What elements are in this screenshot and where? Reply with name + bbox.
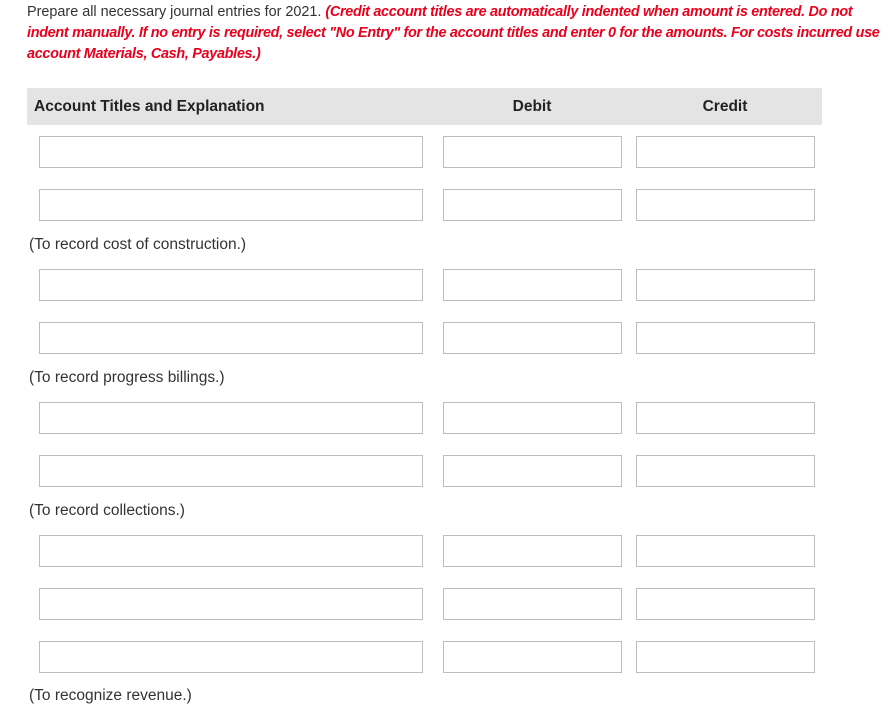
instructions-text: Prepare all necessary journal entries for 2021.	[27, 4, 322, 20]
credit-input[interactable]	[636, 641, 815, 673]
credit-input[interactable]	[636, 588, 815, 620]
credit-input[interactable]	[636, 269, 815, 301]
credit-input[interactable]	[636, 402, 815, 434]
instructions	[27, 2, 887, 65]
account-title-input[interactable]	[39, 588, 423, 620]
account-titles-header: Account Titles and Explanation	[34, 98, 265, 115]
debit-input[interactable]	[443, 322, 622, 354]
entry-explanation: (To record progress billings.)	[29, 369, 225, 386]
account-title-input[interactable]	[39, 455, 423, 487]
account-title-input[interactable]	[39, 322, 423, 354]
account-title-input[interactable]	[39, 189, 423, 221]
debit-input[interactable]	[443, 269, 622, 301]
debit-input[interactable]	[443, 402, 622, 434]
credit-input[interactable]	[636, 136, 815, 168]
credit-header: Credit	[702, 98, 748, 115]
table-header	[27, 88, 822, 125]
debit-input[interactable]	[443, 455, 622, 487]
entry-explanation: (To record cost of construction.)	[29, 236, 247, 253]
debit-input[interactable]	[443, 641, 622, 673]
account-title-input[interactable]	[39, 402, 423, 434]
account-title-input[interactable]	[39, 136, 423, 168]
instructions-emphasis: (Credit account titles are automatically indented when amount is entered. Do not indent manually. If no entry is required, select "No Entry" for the account titles and enter 0 for the amounts. For costs incurred use account Materials, Cash, Payables.)	[27, 4, 880, 62]
credit-input[interactable]	[636, 322, 815, 354]
account-title-input[interactable]	[39, 641, 423, 673]
credit-input[interactable]	[636, 535, 815, 567]
credit-input[interactable]	[636, 455, 815, 487]
debit-input[interactable]	[443, 535, 622, 567]
entry-explanation: (To recognize revenue.)	[29, 687, 192, 704]
debit-header: Debit	[512, 98, 552, 115]
account-title-input[interactable]	[39, 269, 423, 301]
entry-explanation: (To record collections.)	[29, 502, 185, 519]
credit-input[interactable]	[636, 189, 815, 221]
debit-input[interactable]	[443, 189, 622, 221]
account-title-input[interactable]	[39, 535, 423, 567]
debit-input[interactable]	[443, 588, 622, 620]
debit-input[interactable]	[443, 136, 622, 168]
